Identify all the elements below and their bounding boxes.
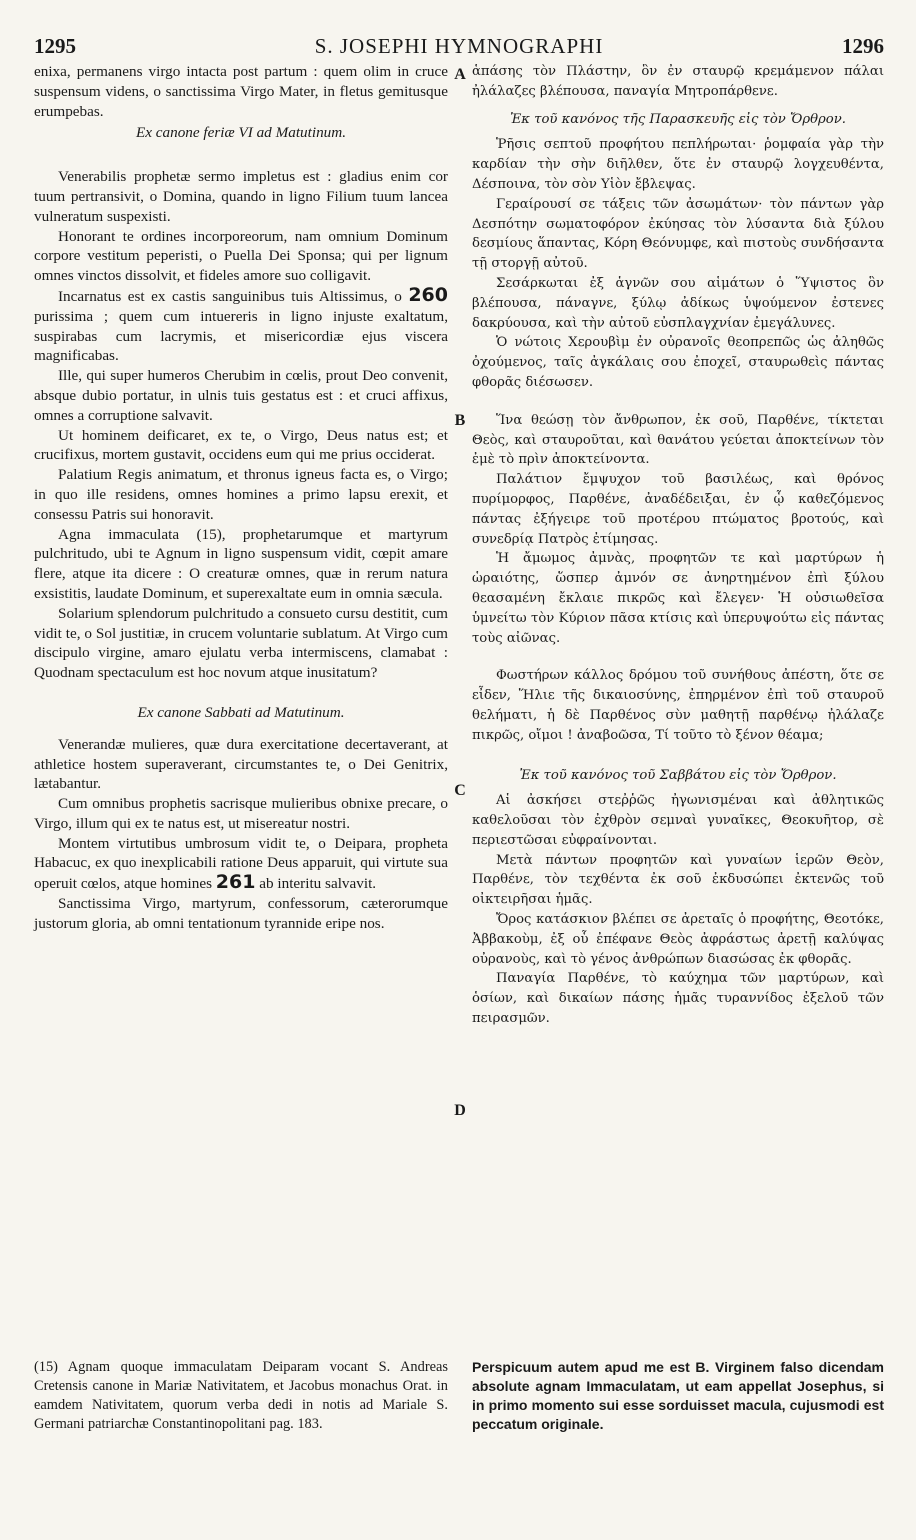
margin-letter-c: C (454, 782, 466, 799)
greek-paragraph: Αἱ ἀσκήσει στεῤῥῶς ἠγωνισμέναι καὶ ἀθλητικῶς καθελοῦσαι τὸν ἐχθρὸν σεμναὶ γυναῖκες, Θεοκυῆτορ, σὲ περιεστῶσαι εὐφραίνονται. (472, 793, 884, 848)
page-header (34, 34, 884, 64)
greek-column (472, 62, 884, 1029)
latin-paragraph: Ille, qui super humeros Cherubim in cœlis, prout Deo convenit, absque dubio portatur, in ulnis tuis gestatus est : et cruci affixus, omnes a corruptione salvavit. (34, 367, 448, 424)
greek-section-title-friday: Ἐκ τοῦ κανόνος τῆς Παρασκευῆς εἰς τὸν Ὄρθρον. (510, 111, 846, 127)
margin-letter-d: D (454, 1102, 466, 1119)
greek-paragraph: Ὁ νώτοις Χερουβὶμ ἐν οὐρανοῖς θεοπρεπῶς ὡς ἀληθῶς ὀχούμενος, ταῖς ἀγκάλαις σου ἐποχεῖ, σταυρωθεὶς πάντας φθορᾶς διέσωσεν. (472, 335, 884, 390)
latin-text: ab interitu salvavit. (259, 875, 377, 893)
latin-paragraph: Venerabilis prophetæ sermo impletus est : gladius enim cor tuum pertransivit, o Domina, quando in ligno Filium tuum lancea vulneratum suspexisti. (34, 168, 448, 225)
greek-paragraph: Ὄρος κατάσκιον βλέπει σε ἀρεταῖς ὁ προφήτης, Θεοτόκε, Ἀββακοὺμ, ἐξ οὗ ἐπέφανε Θεὸς ἀφράστως ἀρετῇ καλύψας οὐρανοὺς, καὶ τὸ γένος ἀνθρώπων διασώσας ἐκ φθορᾶς. (472, 912, 884, 967)
greek-intro: ἁπάσης τὸν Πλάστην, ὃν ἐν σταυρῷ κρεμάμενον πάλαι ἠλάλαζες βλέπουσα, παναγία Μητροπάρθενε. (472, 64, 884, 99)
latin-paragraph: Agna immaculata (15), prophetarumque et martyrum pulchritudo, ubi te Agnum in ligno suspensum vidit, cœpit amare flere, atque ita dicere : O creaturæ omnes, quæ in rerum natura exsistitis, laudate Dominum, et superexaltate eum in omnia sæcula. (34, 525, 448, 602)
margin-letter-b: B (454, 412, 466, 429)
greek-paragraph: Μετὰ πάντων προφητῶν καὶ γυναίων ἱερῶν Θεὸν, Παρθένε, τὸν τεχθέντα ἐκ σοῦ ἐκδυσώπει ἐκτενῶς τοῦ οἰκτειρῆσαι ἡμᾶς. (472, 852, 884, 908)
greek-paragraph: Παλάτιον ἔμψυχον τοῦ βασιλέως, καὶ θρόνος πυρίμορφος, Παρθένε, ἀναδέδειξαι, ἐν ᾧ καθεζόμενος πάντας ἐξήγειρε τοῦ προτέρου πτώματος βροτούς, καὶ συνεδρίᾳ Πατρὸς ἐτίμησας. (472, 472, 884, 547)
latin-paragraph: Venerandæ mulieres, quæ dura exercitatione decertaverant, at athletice hostem superaverant, circumstantes te, o Dei Genitrix, lætabantur. (34, 735, 448, 793)
latin-intro: enixa, permanens virgo intacta post partum : quem olim in cruce suspensum videns, o sanctissima Virgo Mater, in fletus gemitusque erumpebas. (34, 63, 448, 120)
latin-paragraph: Sanctissima Virgo, martyrum, confessorum, cæterorumque justorum gloria, ab omni tentationum tyrannide eripe nos. (34, 895, 448, 932)
latin-text: purissima ; quem cum intuereris in ligno injuste exaltatum, suspirabas cum lacrymis, et misericordiæ ejus viscera magnificabas. (34, 307, 448, 365)
right-page-number: 1296 (842, 34, 884, 58)
greek-paragraph: Ἵνα θεώσῃ τὸν ἄνθρωπον, ἐκ σοῦ, Παρθένε, τίκτεται Θεὸς, καὶ σταυροῦται, καὶ θανάτου γεύεται ἀποκτείνων τὸν ἐμὲ τὸ πρὶν ἀποκτείνοντα. (472, 412, 884, 468)
latin-text: Montem virtutibus umbrosum vidit te, o Deipara, propheta Habacuc, ex quo inexplicabili ratione Deus apparuit, qui virtute sua operuit cœlos, atque homines (34, 834, 448, 893)
latin-paragraph: Solarium splendorum pulchritudo a consueto cursu destitit, cum vidit te, o Sol justitiæ, in crucem voluntarie sublatum. At Virgo cum discipulo virgine, amaro ejulatu verba intermiscens, clamabat : Quodnam spectaculum est hoc novum atque inusitatum? (34, 604, 448, 682)
latin-section-title-saturday: Ex canone Sabbati ad Matutinum. (137, 703, 345, 721)
latin-paragraph: Honorant te ordines incorporeorum, nam omnium Dominum corpore vestitum peperisti, o Puella Dei Sponsa; qui per lignum omnes vinctos dissolvit, et fideles amore suo colligavit. (34, 227, 448, 285)
migne-column-number: 260 (408, 283, 448, 306)
footnote-right (472, 1358, 884, 1434)
latin-paragraph: Cum omnibus prophetis sacrisque mulieribus obnixe precare, o Virgo, illum qui ex te natus est, ut misereatur nostri. (34, 795, 448, 832)
greek-paragraph: Σεσάρκωται ἐξ ἁγνῶν σου αἱμάτων ὁ Ὕψιστος ὃν βλέπουσα, πάναγνε, ξύλῳ ἀδίκως ὑψούμενον ἐστενες δακρύουσα, καὶ τὴν αὐτοῦ εὐσπλαγχνίαν ἐμεγάλυνες. (472, 275, 884, 331)
greek-paragraph: Ῥῆσις σεπτοῦ προφήτου πεπλήρωται· ῥομφαία γὰρ τὴν καρδίαν τὴν σὴν διῆλθεν, ὅτε ἐν σταυρῷ λογχευθέντα, Δέσποινα, τὸν σὸν Υἱὸν ἔβλεψας. (472, 137, 884, 192)
latin-paragraph: Ut hominem deificaret, ex te, o Virgo, Deus natus est; et crucifixus, mortem gustavit, occidens eum qui me prius occiderat. (34, 426, 448, 464)
latin-text: Incarnatus est ex castis sanguinibus tuis Altissimus, o (58, 287, 402, 305)
running-title: S. JOSEPHI HYMNOGRAPHI (314, 34, 604, 58)
latin-column (34, 62, 448, 934)
greek-paragraph: Γεραίρουσί σε τάξεις τῶν ἀσωμάτων· τὸν πάντων γὰρ Δεσπότην σωματοφόρον ἐκύησας τὸν λύσαντα διὰ ξύλου δεσμίους ἅπαντας, Κόρη Θεόνυμφε, καὶ πιστοὺς συνδήσαντα τῇ στοργῇ αὐτοῦ. (472, 196, 884, 272)
latin-paragraph (34, 834, 448, 894)
footnote-left (34, 1358, 448, 1434)
margin-letter-a: A (454, 66, 466, 83)
left-page-number: 1295 (34, 34, 76, 58)
footnote-text: Perspicuum autem apud me est B. Virginem falso dicendam absolute agnam Immaculatam, ut eam appellat Josephus, si in primo momento sui esse sorduisset macula, cujusmodi est peccatum originale. (472, 1359, 884, 1432)
greek-paragraph: Παναγία Παρθένε, τὸ καύχημα τῶν μαρτύρων, καὶ ὁσίων, καὶ δικαίων πάσης ἡμᾶς τυραννίδος ἐξελοῦ τῶν πειρασμῶν. (472, 971, 884, 1027)
latin-paragraph (34, 283, 448, 366)
latin-section-title-friday: Ex canone feriæ VI ad Matutinum. (135, 124, 347, 142)
greek-section-title-saturday: Ἐκ τοῦ κανόνος τοῦ Σαββάτου εἰς τὸν Ὄρθρον. (519, 767, 837, 783)
greek-paragraph: Ἡ ἄμωμος ἀμνὰς, προφητῶν τε καὶ μαρτύρων ἡ ὡραιότης, ὥσπερ ἀμνόν σε ἀνηρτημένον ἐπὶ ξύλου θεασαμένη ἔκλαιε πικρῶς καὶ ἔλεγεν· Ἡ οὐσιωθεῖσα ὑμνείτω τὸν Κύριον πᾶσα κτίσις καὶ ὑπερυψούτω εἰς πάντας τοὺς αἰῶνας. (472, 551, 884, 646)
greek-paragraph: Φωστήρων κάλλος δρόμου τοῦ συνήθους ἀπέστη, ὅτε σε εἶδεν, Ἥλιε τῆς δικαιοσύνης, ἐπηρμένον ἐπὶ τοῦ σταυροῦ θελήματι, ἡ δὲ Παρθένος σὺν μαθητῇ παρθένῳ ἠλάλαζε πικρῶς, οἴμοι ! ἀναβοῶσα, Τί τοῦτο τὸ ξένον θέαμα; (472, 668, 884, 743)
latin-paragraph: Palatium Regis animatum, et thronus igneus facta es, o Virgo; in quo ille residens, omnes homines a primo lapsu erexit, et consessu Patris sui honoravit. (34, 466, 448, 523)
footnote-text: (15) Agnam quoque immaculatam Deiparam vocant S. Andreas Cretensis canone in Mariæ Nativitatem, et Jacobus monachus Orat. in eamdem Nativitatem, quorum verba dedi in notis ad Mariale S. Germani patriarchæ Constantinopolitani pag. 183. (34, 1359, 448, 1432)
migne-column-number: 261 (215, 871, 256, 894)
